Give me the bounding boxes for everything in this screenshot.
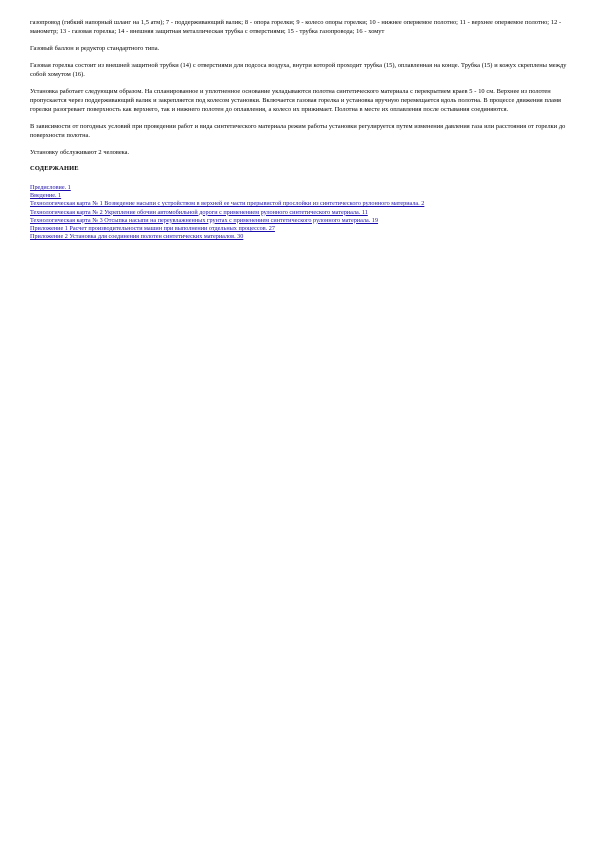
toc-link-card-2[interactable]: Технологическая карта № 2 Укрепление обочин автомобильной дороги с применением рулонного синтетического материала. 11 <box>30 208 368 216</box>
toc-link-preface[interactable]: Предисловие. 1 <box>30 184 71 191</box>
toc-link-card-1[interactable]: Технологическая карта № 1 Возведение насыпи с устройством в верхней ее части прерывистой прослойки из синтетического рулонного материала. 2 <box>30 200 425 208</box>
toc-link-introduction[interactable]: Введение. 1 <box>30 192 62 200</box>
paragraph-regulation: В зависимости от погодных условий при проведении работ и вида синтетического материала режим работы установки регулируется путем изменения давления газа или расстояния от горелки до поверхности полотна. <box>30 123 566 139</box>
paragraph-legend: газопровод (гибкий напорный шланг на 1,5 атм); 7 - поддерживающий валик; 8 - опора горелки; 9 - колесо опоры горелки; 10 - нижнее оперяемое полотно; 11 - верхнее оперяемое полотно; 12 - манометр; 13 - газовая горелка; 14 - внешняя защитная металлическая трубка с отверстиями; 15 - трубка газопровода; 16 - хомут <box>30 19 562 35</box>
toc-link-card-3[interactable]: Технологическая карта № 3 Отсыпка насыпи на переувлажненных грунтах с применением синтетического рулонного материала. 19 <box>30 216 379 224</box>
paragraph-staffing: Установку обслуживают 2 человека. <box>30 149 130 156</box>
toc-link-appendix-1[interactable]: Приложение 1 Расчет производительности машин при выполнении отдельных процессов. 27 <box>30 225 275 233</box>
toc-heading: СОДЕРЖАНИЕ <box>30 165 79 172</box>
toc-item-appendix-1 <box>30 225 571 233</box>
toc-item-introduction <box>30 192 571 200</box>
paragraph-burner-description: Газовая горелка состоит из внешней защитной трубки (14) с отверстиями для подсоса воздуха, внутри которой проходит трубка (15), оплавленная на конце. Трубка (15) и кожух скреплены между собой хомутом (16). <box>30 62 567 78</box>
paragraph-operation: Установка работает следующим образом. На спланированное и уплотненное основание укладываются полотна синтетического материала с перекрытием краев 5 - 10 см. Верхнее из полотен пропускается через поддерживающий валик и закрепляется под колесом установки. Включается газовая горелка и установка вручную перемещается вдоль полотна. В процессе движения пламя горелки разогревает поверхность как верхнего, так и нижнего полотен до оплавления, а колесо их прижимает. Полотна в месте их оплавления после остывания соединяются. <box>30 88 561 113</box>
toc-item-appendix-2 <box>30 233 571 241</box>
table-of-contents <box>30 184 571 241</box>
toc-item-card-3 <box>30 217 571 225</box>
paragraph-gas-cylinder: Газовый баллон и редуктор стандартного типа. <box>30 45 160 52</box>
document-page <box>0 0 595 241</box>
toc-item-card-2 <box>30 209 571 217</box>
toc-item-card-1 <box>30 200 571 208</box>
toc-link-appendix-2[interactable]: Приложение 2 Установка для соединения полотен синтетических материалов. 30 <box>30 233 244 241</box>
toc-item-preface <box>30 184 571 192</box>
